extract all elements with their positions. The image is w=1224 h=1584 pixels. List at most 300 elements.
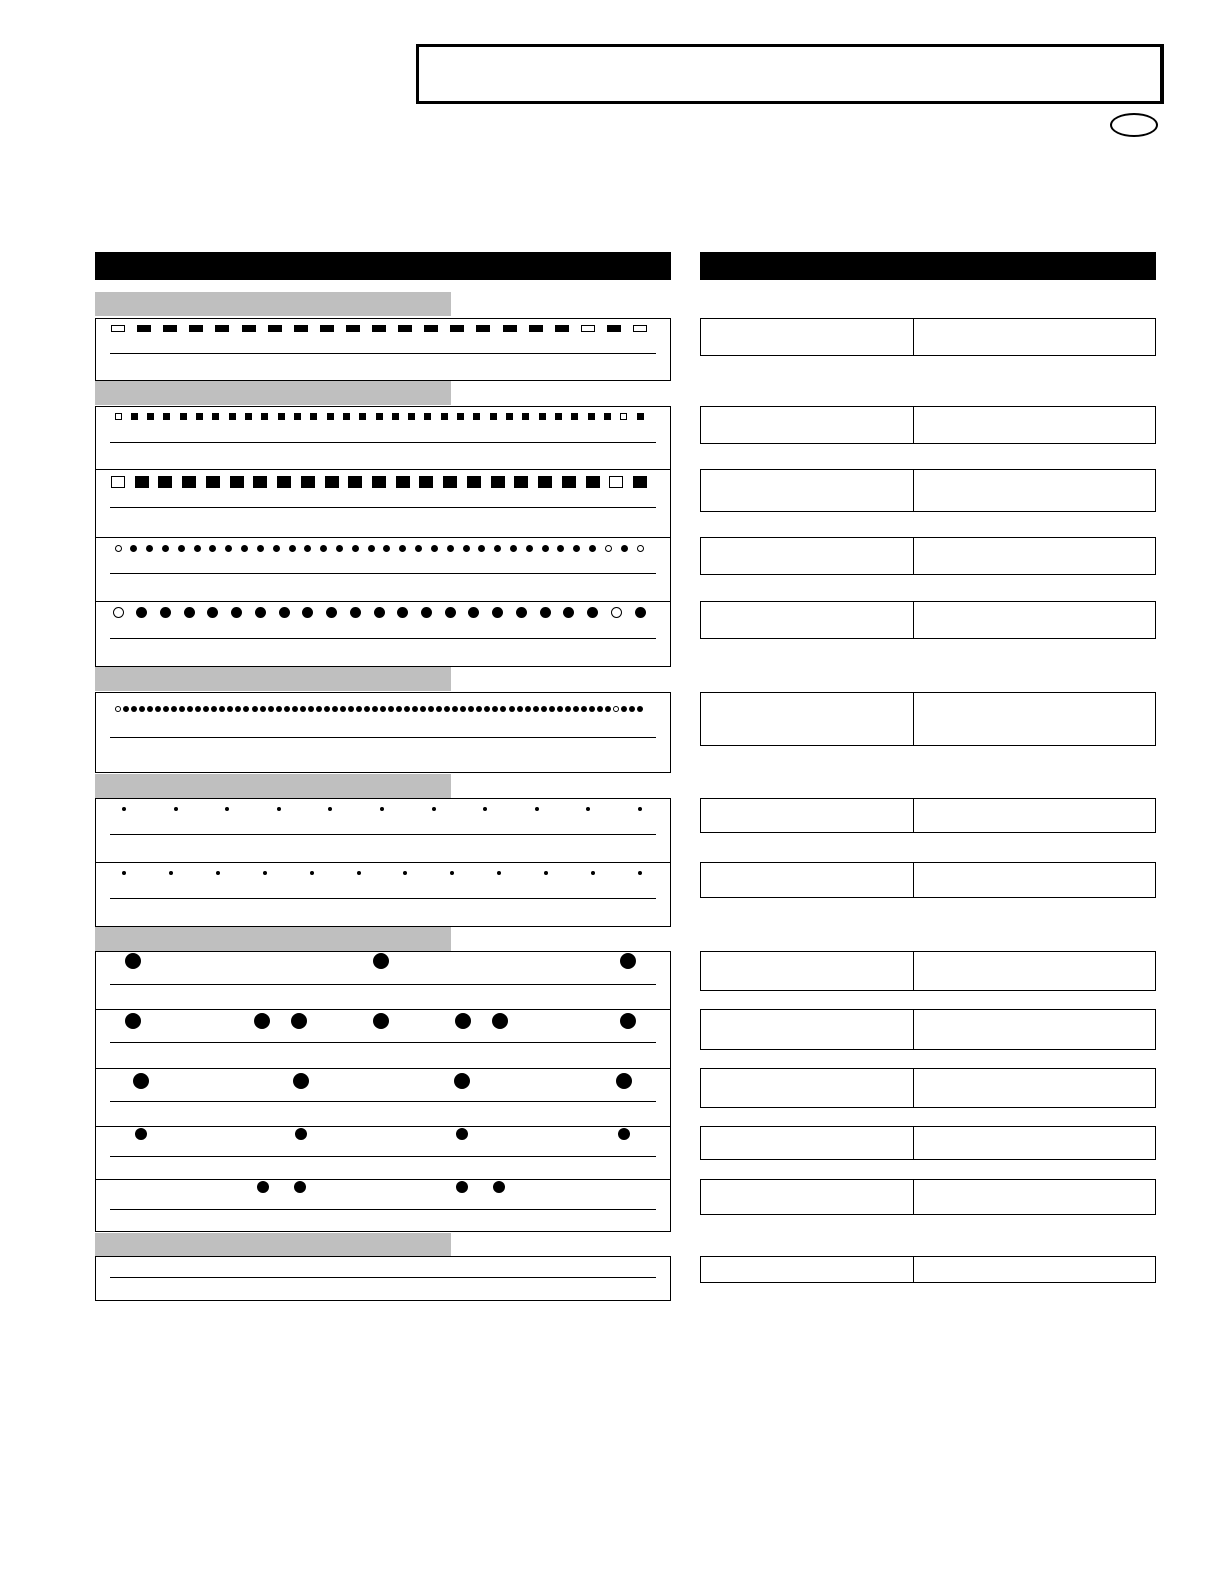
dot-mark [541,706,547,712]
dot-mark [122,807,126,811]
row-caption [110,446,656,460]
dot-mark [432,807,436,811]
hole-mark [456,1181,468,1193]
dot-mark [404,706,410,712]
dot-mark [605,545,612,552]
spec-label [707,956,907,970]
dot-mark [492,706,498,712]
spec-label [707,323,907,337]
row-caption [110,1213,656,1227]
dash-mark [529,325,543,332]
dash-mark [215,325,229,332]
row-caption [110,838,656,852]
dot-mark [565,706,571,712]
square-mark [604,413,611,420]
row-rule [110,737,656,738]
dot-mark [235,706,241,712]
square-mark [490,413,497,420]
dot-mark [257,545,264,552]
dot-mark [115,706,121,712]
row-caption [110,1046,656,1060]
dot-mark [431,545,438,552]
pattern-row [95,1009,671,1069]
dot-mark [195,706,201,712]
spec-label [707,803,907,817]
spec-divider [913,1069,914,1107]
square-mark [325,476,339,488]
dot-mark [241,545,248,552]
spec-divider [913,407,914,443]
row-caption [110,1160,656,1174]
row-caption [110,741,656,755]
square-mark [229,413,236,420]
dot-mark [310,871,314,875]
dot-mark [428,706,434,712]
dot-mark [525,706,531,712]
dot-mark [374,607,385,618]
spec-value [921,956,1151,970]
dot-mark [115,545,122,552]
dot-mark [463,545,470,552]
dot-mark [209,545,216,552]
row-caption [110,988,656,1002]
left-column-heading [95,252,671,280]
dot-mark [160,607,171,618]
spec-row [700,1256,1156,1283]
square-mark [637,413,644,420]
spec-value [921,1073,1151,1087]
square-mark [372,476,386,488]
dot-mark [225,545,232,552]
spec-value [921,1131,1151,1145]
square-mark [514,476,528,488]
square-mark [396,476,410,488]
section-tab [95,381,451,405]
square-mark [441,413,448,420]
dot-mark [284,706,290,712]
hole-mark [294,1181,306,1193]
square-mark [539,413,546,420]
dash-mark [607,325,621,332]
section-tab [95,292,451,316]
hole-mark [257,1181,269,1193]
hole-mark [620,953,636,969]
spec-divider [913,1180,914,1214]
pattern-row [95,1256,671,1301]
square-mark [359,413,366,420]
spec-row [700,601,1156,639]
dash-mark [163,325,177,332]
dot-mark [468,706,474,712]
spec-value [921,697,1151,711]
spec-row [700,469,1156,512]
square-mark [588,413,595,420]
dash-mark [137,325,151,332]
dot-mark [444,706,450,712]
hole-mark [373,953,389,969]
row-caption [110,511,656,525]
square-mark [609,476,623,488]
section-tab [95,1233,451,1257]
section-tab [95,774,451,798]
spec-row [700,537,1156,575]
dot-mark [542,545,549,552]
spec-divider [913,952,914,990]
dot-mark [147,706,153,712]
dot-mark [139,706,145,712]
square-mark [392,413,399,420]
square-mark [147,413,154,420]
spec-row [700,692,1156,746]
dash-mark [398,325,412,332]
dot-mark [509,706,515,712]
dot-mark [364,706,370,712]
spec-value [921,411,1151,425]
spec-value [921,474,1151,488]
dot-mark [563,607,574,618]
dot-mark [447,545,454,552]
spec-value [921,1261,1151,1275]
dot-mark [637,545,644,552]
dot-mark [368,545,375,552]
dot-mark [169,871,173,875]
dot-mark [219,706,225,712]
dot-mark [403,871,407,875]
dot-mark [277,807,281,811]
square-mark [408,413,415,420]
hole-mark [125,1013,141,1029]
dot-mark [304,545,311,552]
square-mark [182,476,196,488]
square-mark [555,413,562,420]
dot-mark [573,706,579,712]
dot-mark [163,706,169,712]
square-mark [301,476,315,488]
row-rule [110,442,656,443]
square-mark [343,413,350,420]
spec-label [707,1014,907,1028]
dot-mark [326,607,337,618]
dot-mark [611,607,622,618]
pattern-row [95,798,671,863]
square-mark [278,413,285,420]
square-mark [163,413,170,420]
dash-mark [581,325,595,332]
dot-mark [123,706,129,712]
dot-mark [476,706,482,712]
dot-mark [587,607,598,618]
square-mark [419,476,433,488]
dash-mark [242,325,256,332]
dot-mark [348,706,354,712]
dot-mark [122,871,126,875]
dash-mark [372,325,386,332]
dash-mark [268,325,282,332]
dot-mark [194,545,201,552]
spec-divider [913,470,914,511]
dot-mark [591,871,595,875]
spec-row [700,951,1156,991]
dot-mark [171,706,177,712]
hole-mark [616,1073,632,1089]
row-rule [110,1156,656,1157]
dash-mark [111,325,125,332]
row-caption [110,357,656,371]
square-mark [277,476,291,488]
pattern-row [95,1126,671,1180]
square-mark [135,476,149,488]
spec-divider [913,693,914,745]
dot-mark [500,706,506,712]
dot-mark [621,706,627,712]
hole-mark [254,1013,270,1029]
dot-mark [372,706,378,712]
square-mark [467,476,481,488]
dot-mark [268,706,274,712]
pattern-row [95,1179,671,1232]
dash-mark [555,325,569,332]
dot-mark [388,706,394,712]
square-mark [196,413,203,420]
spec-value [921,323,1151,337]
dot-mark [316,706,322,712]
square-mark [586,476,600,488]
spec-label [707,867,907,881]
dot-mark [573,545,580,552]
dot-mark [146,545,153,552]
hole-mark [293,1073,309,1089]
spec-value [921,1014,1151,1028]
pattern-row [95,469,671,538]
square-mark [245,413,252,420]
dot-mark [383,545,390,552]
dot-mark [273,545,280,552]
spec-value [921,542,1151,556]
hole-mark [493,1181,505,1193]
dot-mark [484,706,490,712]
row-caption [110,642,656,656]
dot-mark [396,706,402,712]
row-caption [110,1281,656,1295]
dot-mark [131,706,137,712]
row-rule [110,834,656,835]
dot-mark [415,545,422,552]
dot-mark [557,545,564,552]
spec-value [921,1184,1151,1198]
spec-label [707,1184,907,1198]
dash-mark [346,325,360,332]
pattern-row [95,406,671,470]
dot-mark [533,706,539,712]
dash-mark [294,325,308,332]
dot-mark [207,607,218,618]
hole-mark [454,1073,470,1089]
dot-mark [252,706,258,712]
square-mark [111,476,125,488]
square-mark [230,476,244,488]
dot-mark [450,871,454,875]
dot-mark [517,706,523,712]
dot-mark [328,807,332,811]
dot-mark [638,807,642,811]
spec-row [700,1179,1156,1215]
spec-value [921,803,1151,817]
dot-mark [243,706,249,712]
dot-mark [452,706,458,712]
dot-mark [629,706,635,712]
spec-divider [913,602,914,638]
dot-mark [320,545,327,552]
dash-mark [503,325,517,332]
square-mark [261,413,268,420]
row-rule [110,984,656,985]
dot-mark [589,706,595,712]
dot-mark [292,706,298,712]
dash-mark [633,325,647,332]
dot-mark [516,607,527,618]
spec-label [707,542,907,556]
square-mark [294,413,301,420]
right-column-heading [700,252,1156,280]
dot-mark [557,706,563,712]
dot-mark [211,706,217,712]
dot-mark [260,706,266,712]
spec-label [707,697,907,711]
square-mark [253,476,267,488]
dot-mark [263,871,267,875]
row-caption [110,902,656,916]
row-rule [110,573,656,574]
dot-mark [352,545,359,552]
dot-mark [510,545,517,552]
dot-mark [255,607,266,618]
dot-mark [412,706,418,712]
dot-mark [308,706,314,712]
dot-mark [227,706,233,712]
dot-mark [155,706,161,712]
spec-divider [913,1257,914,1282]
dot-mark [380,706,386,712]
square-mark [633,476,647,488]
dot-mark [130,545,137,552]
square-mark [491,476,505,488]
dot-mark [350,607,361,618]
square-mark [538,476,552,488]
dot-mark [136,607,147,618]
oval-badge [1110,113,1158,137]
dot-mark [276,706,282,712]
dash-mark [189,325,203,332]
row-rule [110,1209,656,1210]
spec-label [707,411,907,425]
spec-divider [913,799,914,832]
pattern-row [95,537,671,602]
dot-mark [397,607,408,618]
pattern-row [95,318,671,381]
hole-mark [373,1013,389,1029]
hole-mark [133,1073,149,1089]
dash-mark [450,325,464,332]
dot-mark [399,545,406,552]
dot-mark [549,706,555,712]
square-mark [506,413,513,420]
spec-row [700,318,1156,356]
square-mark [443,476,457,488]
spec-row [700,406,1156,444]
hole-mark [492,1013,508,1029]
dot-mark [421,607,432,618]
hole-mark [125,953,141,969]
pattern-row [95,1068,671,1127]
dot-mark [492,607,503,618]
dot-mark [494,545,501,552]
dot-mark [324,706,330,712]
dot-mark [526,545,533,552]
dot-mark [356,706,362,712]
dot-mark [535,807,539,811]
hole-mark [291,1013,307,1029]
dot-mark [179,706,185,712]
dot-mark [605,706,611,712]
dot-mark [231,607,242,618]
dot-mark [613,706,619,712]
spec-label [707,606,907,620]
dot-mark [162,545,169,552]
spec-divider [913,319,914,355]
dot-mark [113,607,124,618]
hole-mark [135,1128,147,1140]
spec-label [707,1073,907,1087]
dot-mark [279,607,290,618]
square-mark [620,413,627,420]
dot-mark [597,706,603,712]
square-mark [571,413,578,420]
pattern-row [95,951,671,1010]
dot-mark [483,807,487,811]
row-rule [110,507,656,508]
hole-mark [620,1013,636,1029]
spec-row [700,1009,1156,1050]
dot-mark [638,871,642,875]
square-mark [115,413,122,420]
row-rule [110,638,656,639]
spec-row [700,862,1156,898]
row-rule [110,898,656,899]
dot-mark [332,706,338,712]
square-mark [424,413,431,420]
section-tab [95,667,451,691]
square-mark [158,476,172,488]
dot-mark [637,706,643,712]
square-mark [562,476,576,488]
square-mark [348,476,362,488]
spec-divider [913,1010,914,1049]
dot-mark [225,807,229,811]
spec-value [921,867,1151,881]
dot-mark [289,545,296,552]
hole-mark [456,1128,468,1140]
spec-divider [913,863,914,897]
page-title [430,58,1150,88]
dot-mark [216,871,220,875]
square-mark [206,476,220,488]
section-tab [95,927,451,951]
pattern-row [95,601,671,667]
dot-mark [300,706,306,712]
dot-mark [436,706,442,712]
spec-label [707,474,907,488]
dash-mark [476,325,490,332]
